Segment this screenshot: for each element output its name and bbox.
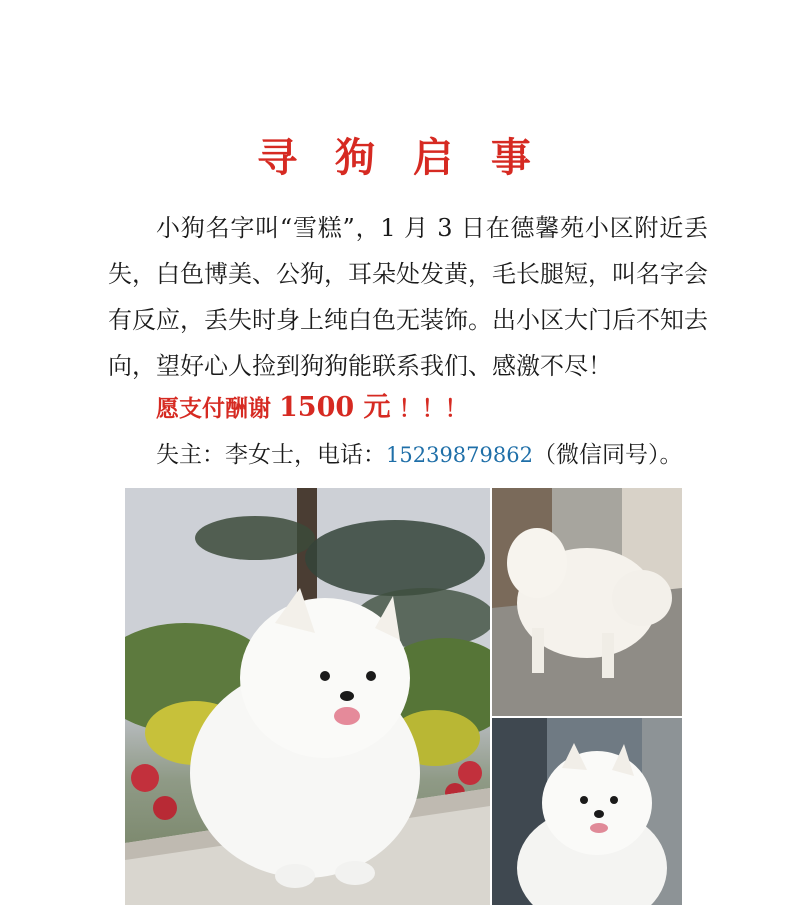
notice-description [108,205,708,389]
dog-photo-standing [492,488,682,716]
reward-line [156,385,468,432]
contact-suffix: （微信同号）。 [532,442,683,468]
description-paragraph: 小狗名字叫“雪糕”，1 月 3 日在德馨苑小区附近丢失，白色博美、公狗，耳朵处发黄，毛长腿短，叫名字会有反应，丢失时身上纯白色无装饰。出小区大门后不知去向，望好心人捡到狗狗能联系我们、感激不尽！ [108,214,708,380]
dog-photo-closeup-illustration [492,718,682,905]
dog-photo-closeup [492,718,682,905]
dog-photo-main [125,488,490,905]
reward-amount: 1500 元 [279,392,391,423]
dog-photo-main-illustration [125,488,490,905]
contact-prefix: 失主：李女士，电话： [156,442,386,468]
dog-photo-standing-illustration [492,488,682,716]
contact-phone: 15239879862 [386,443,533,467]
reward-prefix: 愿支付酬谢 [156,395,280,422]
contact-line [156,432,682,478]
notice-title: 寻 狗 启 事 [257,134,543,181]
reward-suffix: ！！！ [390,395,468,422]
